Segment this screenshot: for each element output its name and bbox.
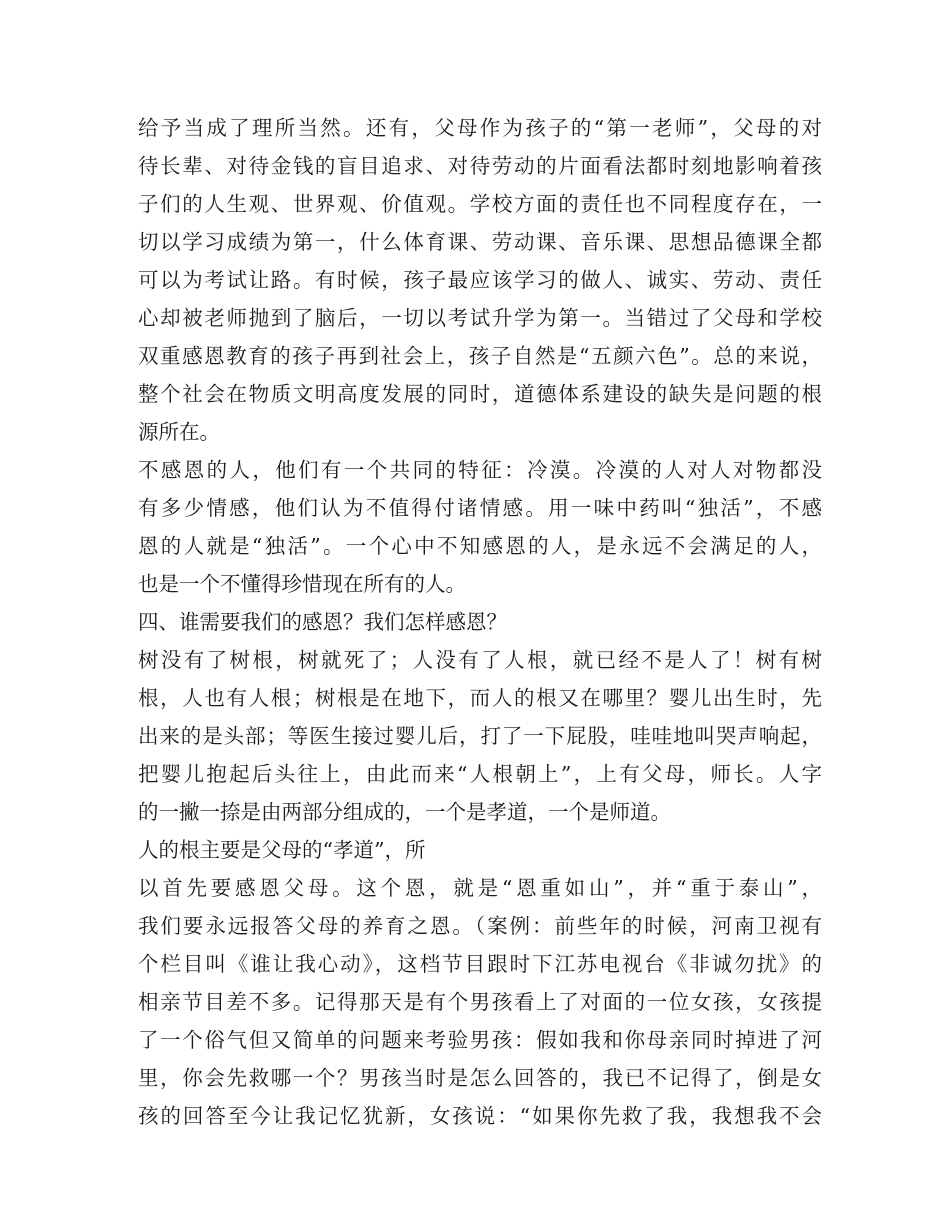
text-line: 双重感恩教育的孩子再到社会上，孩子自然是“五颜六色”。总的来说， <box>138 344 822 368</box>
text-line: 源所在。 <box>138 420 220 444</box>
text-line: 切以学习成绩为第一，什么体育课、劳动课、音乐课、思想品德课全都 <box>138 230 822 254</box>
text-line: 孩的回答至今让我记忆犹新，女孩说：“如果你先救了我，我想我不会 <box>138 1104 822 1128</box>
text-line: 心却被老师抛到了脑后，一切以考试升学为第一。当错过了父母和学校 <box>138 306 822 330</box>
text-line: 待长辈、对待金钱的盲目追求、对待劳动的片面看法都时刻地影响着孩 <box>138 154 822 178</box>
text-line: 人的根主要是父母的“孝道”，所 <box>138 838 426 862</box>
paragraph-start-line: 树没有了树根，树就死了；人没有了人根，就已经不是人了！树有树 <box>138 648 822 672</box>
text-line: 里，你会先救哪一个？男孩当时是怎么回答的，我已不记得了，倒是女 <box>138 1066 822 1090</box>
text-line: 个栏目叫《谁让我心动》，这档节目跟时下江苏电视台《非诚勿扰》的 <box>138 952 822 976</box>
text-line: 我们要永远报答父母的养育之恩。（案例：前些年的时候，河南卫视有 <box>138 914 822 938</box>
text-line: 根，人也有人根；树根是在地下，而人的根又在哪里？婴儿出生时，先 <box>138 686 822 710</box>
text-line: 出来的是头部；等医生接过婴儿后，打了一下屁股，哇哇地叫哭声响起， <box>138 724 822 748</box>
paragraph-start-line: 以首先要感恩父母。这个恩，就是“恩重如山”，并“重于泰山”， <box>138 876 822 900</box>
text-line: 了一个俗气但又简单的问题来考验男孩：假如我和你母亲同时掉进了河 <box>138 1028 822 1052</box>
section-heading: 四、谁需要我们的感恩？我们怎样感恩？ <box>138 610 507 634</box>
text-line: 的一撇一捺是由两部分组成的，一个是孝道，一个是师道。 <box>138 800 671 824</box>
text-line: 给予当成了理所当然。还有，父母作为孩子的“第一老师”，父母的对 <box>138 116 822 140</box>
text-line: 把婴儿抱起后头往上，由此而来“人根朝上”，上有父母，师长。人字 <box>138 762 822 786</box>
text-line: 子们的人生观、世界观、价值观。学校方面的责任也不同程度存在，一 <box>138 192 822 216</box>
text-line: 可以为考试让路。有时候，孩子最应该学习的做人、诚实、劳动、责任 <box>138 268 822 292</box>
text-line: 有多少情感，他们认为不值得付诸情感。用一味中药叫“独活”，不感 <box>138 496 822 520</box>
text-line: 相亲节目差不多。记得那天是有个男孩看上了对面的一位女孩，女孩提 <box>138 990 822 1014</box>
text-line: 整个社会在物质文明高度发展的同时，道德体系建设的缺失是问题的根 <box>138 382 822 406</box>
text-line: 恩的人就是“独活”。一个心中不知感恩的人，是永远不会满足的人， <box>138 534 822 558</box>
paragraph-start-line: 不感恩的人，他们有一个共同的特征：冷漠。冷漠的人对人对物都没 <box>138 458 822 482</box>
text-line: 也是一个不懂得珍惜现在所有的人。 <box>138 572 466 596</box>
